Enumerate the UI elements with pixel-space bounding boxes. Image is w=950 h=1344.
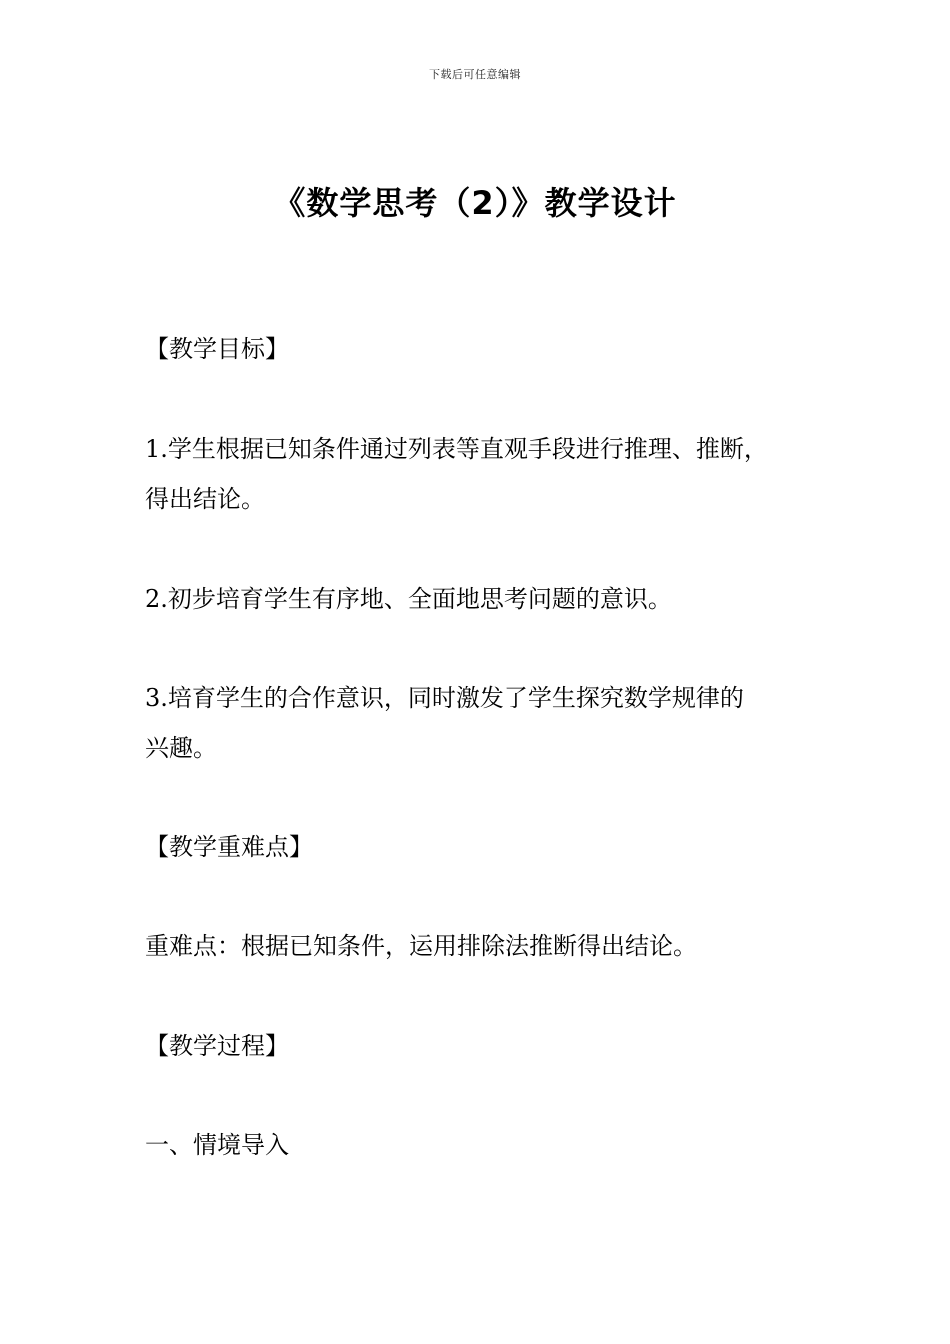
- key-points-text: 重难点：根据已知条件，运用排除法推断得出结论。: [145, 932, 697, 960]
- header-note: 下载后可任意编辑: [429, 68, 521, 81]
- process-heading: 【教学过程】: [145, 1032, 289, 1060]
- objectives-heading: 【教学目标】: [145, 335, 289, 363]
- objective-1-line-1: 1.学生根据已知条件通过列表等直观手段进行推理、推断，: [145, 435, 768, 463]
- objective-1-line-2: 得出结论。: [145, 485, 265, 513]
- document-title: 《数学思考（2）》教学设计: [273, 184, 677, 222]
- objective-2: 2.初步培育学生有序地、全面地思考问题的意识。: [145, 585, 672, 613]
- objective-3-line-1: 3.培育学生的合作意识，同时激发了学生探究数学规律的: [145, 684, 744, 712]
- key-points-heading: 【教学重难点】: [145, 833, 313, 861]
- objective-3-line-2: 兴趣。: [145, 734, 217, 762]
- process-step-1: 一、情境导入: [145, 1131, 289, 1159]
